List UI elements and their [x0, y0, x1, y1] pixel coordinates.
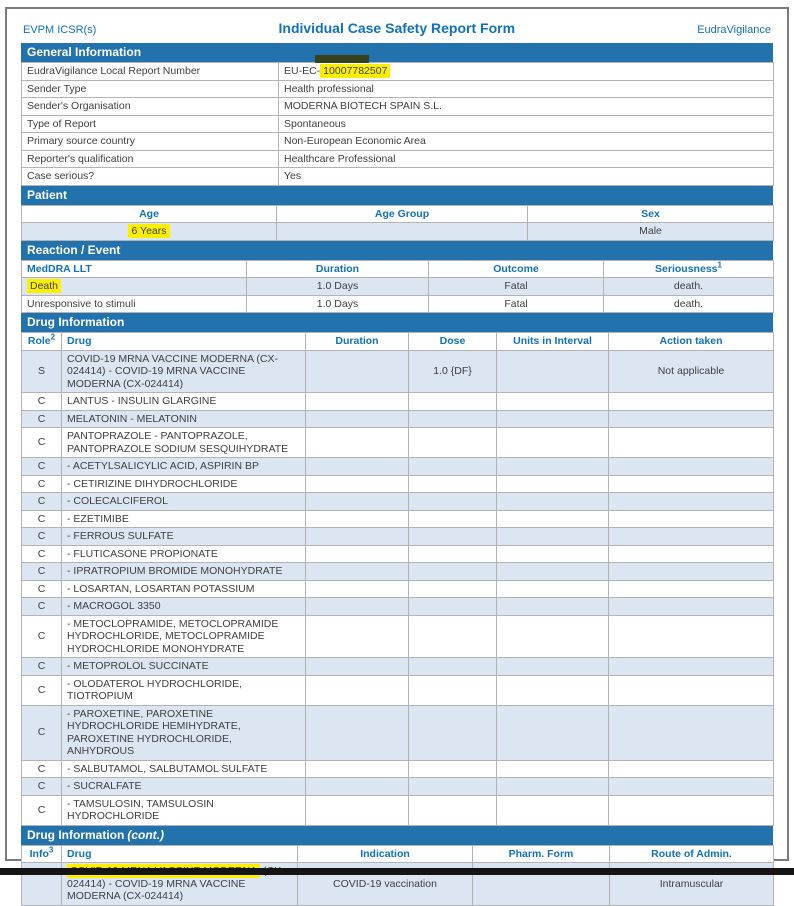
col-units-in-interval: Units in Interval	[497, 333, 609, 351]
drug-dose	[409, 795, 497, 825]
drug-header-row	[22, 333, 774, 351]
drug-units	[497, 510, 609, 528]
drug-name: - SUCRALFATE	[62, 778, 306, 796]
col-duration: Duration	[306, 333, 409, 351]
drug-name: MELATONIN - MELATONIN	[62, 410, 306, 428]
drug-units	[497, 528, 609, 546]
drug-name: - ACETYLSALICYLIC ACID, ASPIRIN BP	[62, 458, 306, 476]
general-information-table	[21, 62, 774, 186]
drug-row	[22, 705, 774, 760]
drug-row	[22, 658, 774, 676]
drug-name: - OLODATEROL HYDROCHLORIDE, TIOTROPIUM	[62, 675, 306, 705]
reaction-outcome: Fatal	[429, 295, 604, 313]
drug-units	[497, 615, 609, 658]
drug-dose	[409, 393, 497, 411]
drug-row	[22, 545, 774, 563]
drug-role: C	[22, 510, 62, 528]
drug-name: - EZETIMIBE	[62, 510, 306, 528]
field-label: Sender's Organisation	[22, 98, 279, 116]
general-info-row	[22, 63, 774, 81]
drug-row	[22, 393, 774, 411]
reaction-row	[22, 278, 774, 296]
field-label: Primary source country	[22, 133, 279, 151]
drug-units	[497, 545, 609, 563]
drug-units	[497, 580, 609, 598]
drug-action-taken	[609, 458, 774, 476]
drug-action-taken	[609, 493, 774, 511]
drug-duration	[306, 528, 409, 546]
drug-row	[22, 615, 774, 658]
drug-units	[497, 760, 609, 778]
patient-table	[21, 205, 774, 241]
drug-name: - LOSARTAN, LOSARTAN POTASSIUM	[62, 580, 306, 598]
drug-name: - PAROXETINE, PAROXETINE HYDROCHLORIDE HEMIHYDRATE, PAROXETINE HYDROCHLORIDE, ANHYDROUS	[62, 705, 306, 760]
drug-units	[497, 598, 609, 616]
field-value	[279, 63, 774, 81]
drug-dose	[409, 778, 497, 796]
drug-action-taken	[609, 778, 774, 796]
drug-duration	[306, 350, 409, 393]
drug-row	[22, 493, 774, 511]
drug-dose	[409, 493, 497, 511]
report-number-highlighted: 10007782507	[320, 64, 390, 78]
drug-duration	[306, 393, 409, 411]
field-label: EudraVigilance Local Report Number	[22, 63, 279, 81]
evpm-icsr-link[interactable]: EVPM ICSR(s)	[23, 24, 97, 36]
drug-role: C	[22, 528, 62, 546]
drug-units	[497, 475, 609, 493]
drug-name: LANTUS - INSULIN GLARGINE	[62, 393, 306, 411]
drug-role: C	[22, 795, 62, 825]
drug-name: - FERROUS SULFATE	[62, 528, 306, 546]
reaction-outcome: Fatal	[429, 278, 604, 296]
drug-action-taken	[609, 410, 774, 428]
drug-role: C	[22, 705, 62, 760]
drug-duration	[306, 510, 409, 528]
reaction-seriousness: death.	[604, 278, 774, 296]
general-info-row	[22, 133, 774, 151]
drug-name: - TAMSULOSIN, TAMSULOSIN HYDROCHLORIDE	[62, 795, 306, 825]
field-value: Spontaneous	[279, 115, 774, 133]
drug-role: C	[22, 428, 62, 458]
report-number-prefix: EU-EC-	[284, 65, 321, 77]
redaction-artifact	[315, 55, 369, 63]
patient-header-row	[22, 205, 774, 223]
drug-duration	[306, 658, 409, 676]
drug-duration	[306, 428, 409, 458]
col-drug: Drug	[62, 333, 306, 351]
section-drug-information-cont: Drug Information (cont.)	[21, 826, 773, 845]
patient-age	[22, 223, 277, 241]
drug-dose	[409, 458, 497, 476]
eudravigilance-link[interactable]: EudraVigilance	[697, 24, 771, 36]
drug-units	[497, 675, 609, 705]
drug-row	[22, 675, 774, 705]
drug-duration	[306, 458, 409, 476]
field-label: Reporter's qualification	[22, 150, 279, 168]
drug-role: C	[22, 778, 62, 796]
drug-role: C	[22, 615, 62, 658]
drug-role: C	[22, 580, 62, 598]
drug-action-taken	[609, 760, 774, 778]
drug-action-taken	[609, 563, 774, 581]
field-value: Non-European Economic Area	[279, 133, 774, 151]
patient-sex: Male	[528, 223, 774, 241]
drug-row	[22, 475, 774, 493]
drug-action-taken	[609, 545, 774, 563]
general-info-row	[22, 98, 774, 116]
col-indication: Indication	[298, 845, 473, 863]
drug-row	[22, 428, 774, 458]
age-highlighted: 6 Years	[128, 224, 169, 238]
drug-units	[497, 778, 609, 796]
drug-duration	[306, 493, 409, 511]
footnote-marker-3: 3	[48, 845, 54, 854]
reaction-row	[22, 295, 774, 313]
bottom-edge-bar	[0, 868, 794, 875]
drug-duration	[306, 778, 409, 796]
drug-name: - CETIRIZINE DIHYDROCHLORIDE	[62, 475, 306, 493]
drug-units	[497, 795, 609, 825]
drug-route: Intramuscular	[610, 863, 774, 906]
drug-name: - SALBUTAMOL, SALBUTAMOL SULFATE	[62, 760, 306, 778]
drug-duration	[306, 615, 409, 658]
drug-dose	[409, 598, 497, 616]
reaction-event-table	[21, 260, 774, 314]
drug-units	[497, 428, 609, 458]
drug-row	[22, 580, 774, 598]
drug-duration	[306, 475, 409, 493]
drug-name: - IPRATROPIUM BROMIDE MONOHYDRATE	[62, 563, 306, 581]
footnote-marker-1: 1	[717, 260, 722, 269]
col-duration: Duration	[247, 260, 429, 278]
drug-row	[22, 458, 774, 476]
field-value: MODERNA BIOTECH SPAIN S.L.	[279, 98, 774, 116]
drug-action-taken	[609, 705, 774, 760]
drug-dose	[409, 675, 497, 705]
drug-units	[497, 350, 609, 393]
general-info-row	[22, 80, 774, 98]
drug-role: C	[22, 475, 62, 493]
drug-duration	[306, 545, 409, 563]
section-drug-information: Drug Information	[21, 313, 773, 332]
col-outcome: Outcome	[429, 260, 604, 278]
patient-age-group	[277, 223, 528, 241]
drug-duration	[306, 705, 409, 760]
drug-dose	[409, 545, 497, 563]
col-info: Info$^3$	[22, 845, 62, 863]
drug-row	[22, 760, 774, 778]
drug-units	[497, 393, 609, 411]
drug-action-taken	[609, 658, 774, 676]
patient-data-row	[22, 223, 774, 241]
col-age-group: Age Group	[277, 205, 528, 223]
drug-role: C	[22, 393, 62, 411]
drug-row	[22, 598, 774, 616]
drug-row	[22, 510, 774, 528]
drug-action-taken	[609, 528, 774, 546]
footnote-marker-2: 2	[50, 332, 56, 342]
drug-row	[22, 563, 774, 581]
drug-information-cont-table	[21, 845, 774, 906]
col-age: Age	[22, 205, 277, 223]
drug-role: C	[22, 458, 62, 476]
drug-dose	[409, 410, 497, 428]
col-meddra-llt: MedDRA LLT	[22, 260, 247, 278]
drug-units	[497, 410, 609, 428]
field-value: Health professional	[279, 80, 774, 98]
field-label: Type of Report	[22, 115, 279, 133]
col-dose: Dose	[409, 333, 497, 351]
drug-dose	[409, 428, 497, 458]
drug-action-taken	[609, 598, 774, 616]
section-general-information: General Information	[21, 43, 773, 62]
drug-cont-header-row	[22, 845, 774, 863]
reaction-llt	[22, 278, 247, 296]
report-page	[5, 7, 789, 902]
drug-action-taken	[609, 580, 774, 598]
drug-name: - FLUTICASONE PROPIONATE	[62, 545, 306, 563]
col-seriousness: Seriousness$^1$	[604, 260, 774, 278]
field-value: Healthcare Professional	[279, 150, 774, 168]
drug-dose	[409, 658, 497, 676]
cont-note: (cont.)	[127, 827, 164, 842]
drug-name: COVID-19 MRNA VACCINE MODERNA (CX-024414) - COVID-19 MRNA VACCINE MODERNA (CX-024414)	[62, 350, 306, 393]
drug-row	[22, 410, 774, 428]
reaction-llt: Unresponsive to stimuli	[22, 295, 247, 313]
drug-action-taken	[609, 795, 774, 825]
drug-action-taken	[609, 393, 774, 411]
drug-units	[497, 493, 609, 511]
reaction-duration: 1.0 Days	[247, 295, 429, 313]
general-info-row	[22, 150, 774, 168]
drug-dose	[409, 760, 497, 778]
drug-role: C	[22, 563, 62, 581]
drug-action-taken	[609, 675, 774, 705]
col-pharm-form: Pharm. Form	[473, 845, 610, 863]
drug-name: - COLECALCIFEROL	[62, 493, 306, 511]
drug-action-taken	[609, 615, 774, 658]
col-drug: Drug	[62, 845, 298, 863]
drug-dose: 1.0 {DF}	[409, 350, 497, 393]
col-action-taken: Action taken	[609, 333, 774, 351]
drug-dose	[409, 510, 497, 528]
general-info-row	[22, 168, 774, 186]
general-info-row	[22, 115, 774, 133]
drug-row	[22, 778, 774, 796]
section-patient: Patient	[21, 186, 773, 205]
drug-name: - METOPROLOL SUCCINATE	[62, 658, 306, 676]
drug-role: S	[22, 350, 62, 393]
drug-duration	[306, 410, 409, 428]
drug-name: - METOCLOPRAMIDE, METOCLOPRAMIDE HYDROCHLORIDE, METOCLOPRAMIDE HYDROCHLORIDE MONOHYDRATE	[62, 615, 306, 658]
drug-duration	[306, 563, 409, 581]
drug-name: - MACROGOL 3350	[62, 598, 306, 616]
drug-action-taken	[609, 510, 774, 528]
drug-duration	[306, 795, 409, 825]
drug-units	[497, 658, 609, 676]
page-title: Individual Case Safety Report Form	[278, 20, 516, 36]
reaction-llt-highlighted: Death	[27, 279, 61, 293]
drug-role: C	[22, 545, 62, 563]
drug-role: C	[22, 760, 62, 778]
col-sex: Sex	[528, 205, 774, 223]
field-value: Yes	[279, 168, 774, 186]
drug-role: C	[22, 658, 62, 676]
drug-name-rest: 024414) - COVID-19 MRNA VACCINE MODERNA (CX-024414)	[67, 877, 246, 902]
drug-role: C	[22, 410, 62, 428]
drug-units	[497, 705, 609, 760]
drug-duration	[306, 675, 409, 705]
drug-action-taken	[609, 475, 774, 493]
drug-duration	[306, 580, 409, 598]
drug-role: C	[22, 493, 62, 511]
reaction-seriousness: death.	[604, 295, 774, 313]
drug-dose	[409, 563, 497, 581]
drug-action-taken: Not applicable	[609, 350, 774, 393]
report-body	[7, 43, 787, 906]
drug-duration	[306, 760, 409, 778]
drug-dose	[409, 580, 497, 598]
drug-indication: COVID-19 vaccination	[298, 863, 473, 906]
drug-dose	[409, 475, 497, 493]
drug-information-table	[21, 332, 774, 826]
drug-units	[497, 458, 609, 476]
section-reaction-event: Reaction / Event	[21, 241, 773, 260]
drug-role: C	[22, 598, 62, 616]
drug-action-taken	[609, 428, 774, 458]
drug-dose	[409, 705, 497, 760]
drug-dose	[409, 528, 497, 546]
drug-row	[22, 795, 774, 825]
drug-duration	[306, 598, 409, 616]
drug-units	[497, 563, 609, 581]
drug-row	[22, 350, 774, 393]
drug-dose	[409, 615, 497, 658]
drug-row	[22, 528, 774, 546]
field-label: Case serious?	[22, 168, 279, 186]
col-route-of-admin: Route of Admin.	[610, 845, 774, 863]
page-header	[7, 9, 787, 43]
field-label: Sender Type	[22, 80, 279, 98]
drug-role: C	[22, 675, 62, 705]
col-role: Role$^2$	[22, 333, 62, 351]
drug-name: PANTOPRAZOLE - PANTOPRAZOLE, PANTOPRAZOLE SODIUM SESQUIHYDRATE	[62, 428, 306, 458]
reaction-header-row	[22, 260, 774, 278]
reaction-duration: 1.0 Days	[247, 278, 429, 296]
